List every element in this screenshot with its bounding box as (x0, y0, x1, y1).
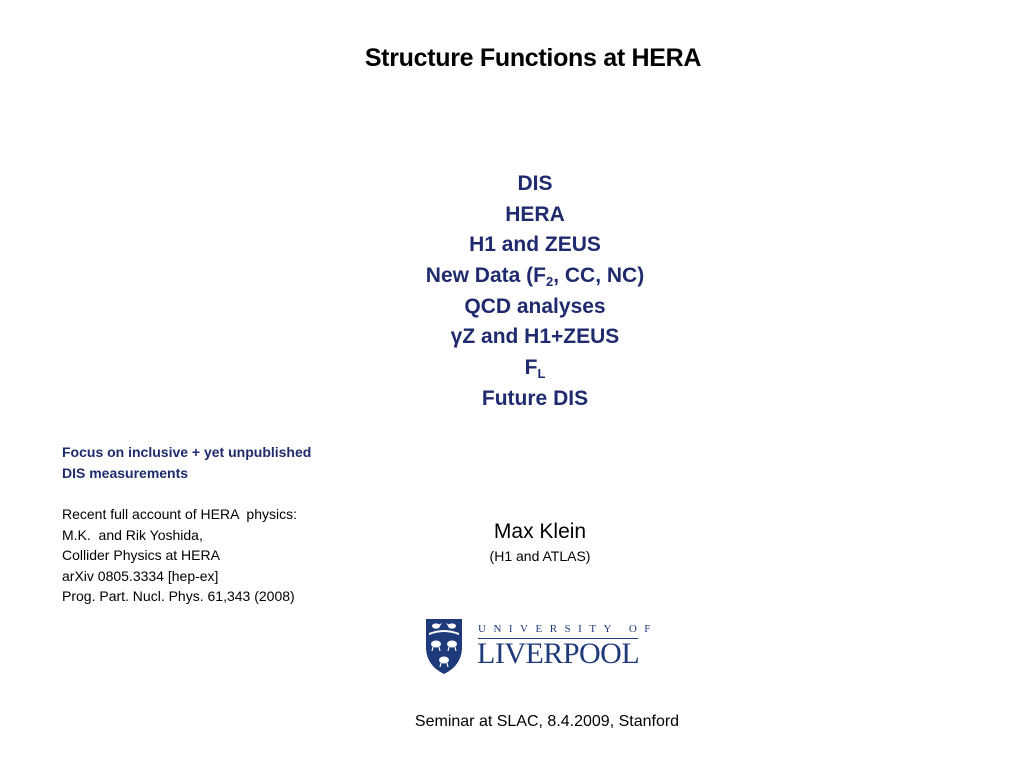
agenda-item: QCD analyses (464, 294, 606, 318)
subscript: 2 (545, 274, 554, 290)
focus-line: Focus on inclusive + yet unpublished (62, 444, 312, 460)
agenda-item: H1 and ZEUS (469, 233, 601, 257)
university-crest-icon (424, 617, 464, 675)
reference-block (62, 504, 382, 607)
agenda-list (385, 169, 685, 415)
subscript: L (537, 366, 546, 382)
agenda-item: DIS (517, 172, 553, 195)
agenda-item: New Data ($F_2$, CC, NC) (425, 264, 645, 290)
reference-authors: M.K. and Rik Yoshida, (62, 526, 203, 543)
agenda-item: $F_L$ (524, 356, 546, 382)
speaker-affiliation: (H1 and ATLAS) (489, 548, 591, 564)
focus-note (62, 442, 382, 483)
logo-university-of: UNIVERSITY OF (478, 623, 658, 635)
seminar-footer: Seminar at SLAC, 8.4.2009, Stanford (414, 713, 680, 730)
slide-title: Structure Functions at HERA (364, 44, 702, 72)
agenda-item: HERA (505, 202, 565, 226)
reference-journal: Prog. Part. Nucl. Phys. 61,343 (2008) (62, 588, 295, 604)
agenda-item: γZ and H1+ZEUS (450, 325, 620, 349)
reference-intro: Recent full account of HERA physics: (62, 506, 297, 522)
agenda-item: Future DIS (481, 386, 589, 410)
reference-title: Collider Physics at HERA (62, 547, 220, 563)
reference-arxiv: arXiv 0805.3334 [hep-ex] (62, 567, 219, 584)
logo-liverpool: LIVERPOOL (477, 637, 640, 670)
speaker-name: Max Klein (493, 520, 587, 543)
focus-line: DIS measurements (62, 464, 189, 481)
speaker-block (440, 518, 640, 566)
university-logo (424, 617, 658, 677)
